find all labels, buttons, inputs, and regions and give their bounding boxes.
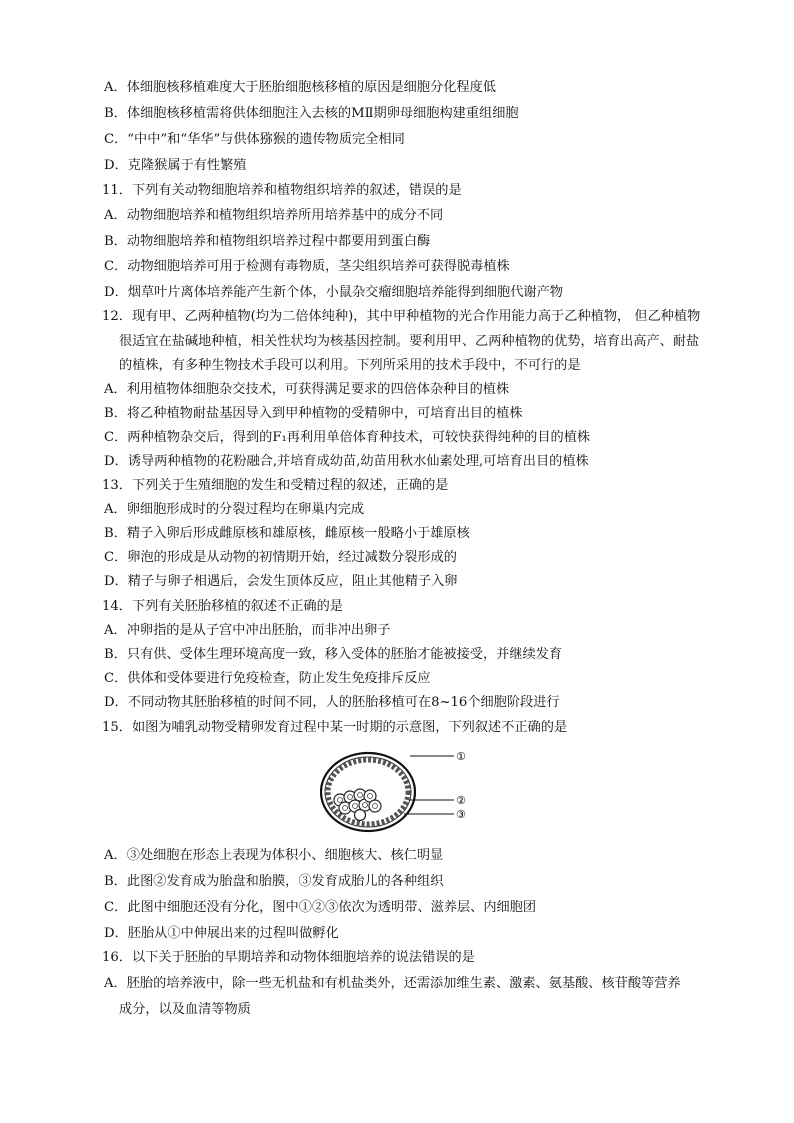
q12-option-b: B．将乙种植物耐盐基因导入到甲种植物的受精卵中，可培育出目的植株 [104, 406, 523, 421]
blastocyst-diagram [318, 750, 478, 834]
q14-stem: 14．下列有关胚胎移植的叙述不正确的是 [102, 599, 343, 614]
q16-option-a: A．胚胎的培养液中，除一些无机盐和有机盐类外，还需添加维生素、激素、氨基酸、核苷酸等营养 [104, 976, 681, 991]
q10-option-d: D．克隆猴属于有性繁殖 [104, 158, 247, 173]
label-3: ③ [456, 808, 466, 821]
q12-stem: 12．现有甲、乙两种植物(均为二倍体纯种)，其中甲种植物的光合作用能力高于乙种植物， 但乙种植物 [102, 309, 701, 324]
q13-option-d: D．精子与卵子相遇后，会发生顶体反应，阻止其他精子入卵 [104, 574, 458, 589]
q13-option-a: A．卵细胞形成时的分裂过程均在卵巢内完成 [104, 502, 365, 517]
blastocyst-svg [318, 750, 478, 834]
q11-option-a: A．动物细胞培养和植物组织培养所用培养基中的成分不同 [104, 208, 444, 223]
q15-option-a: A．③处细胞在形态上表现为体积小、细胞核大、核仁明显 [104, 848, 444, 863]
q15-option-b: B．此图②发育成为胎盘和胎膜，③发育成胎儿的各种组织 [104, 874, 444, 889]
q13-stem: 13．下列关于生殖细胞的发生和受精过程的叙述，正确的是 [102, 478, 449, 493]
q10-option-a: A．体细胞核移植难度大于胚胎细胞核移植的原因是细胞分化程度低 [104, 80, 496, 95]
q15-option-d: D．胚胎从①中伸展出来的过程叫做孵化 [104, 926, 339, 941]
q13-option-b: B．精子入卵后形成雌原核和雄原核，雌原核一般略小于雄原核 [104, 526, 470, 541]
q11-option-d: D．烟草叶片离体培养能产生新个体，小鼠杂交瘤细胞培养能得到细胞代谢产物 [104, 285, 563, 300]
q14-option-c: C．供体和受体要进行免疫检查，防止发生免疫排斥反应 [104, 671, 431, 686]
q16-stem: 16．以下关于胚胎的早期培养和动物体细胞培养的说法错误的是 [102, 950, 475, 965]
q11-option-c: C．动物细胞培养可用于检测有毒物质，茎尖组织培养可获得脱毒植株 [104, 259, 510, 274]
q12-option-a: A．利用植物体细胞杂交技术，可获得满足要求的四倍体杂种目的植株 [104, 382, 510, 397]
q15-stem: 15．如图为哺乳动物受精卵发育过程中某一时期的示意图，下列叙述不正确的是 [102, 720, 568, 735]
q12-option-c: C．两种植物杂交后，得到的F₁再利用单倍体育种技术，可较快获得纯种的目的植株 [104, 430, 591, 445]
q14-option-a: A．冲卵指的是从子宫中冲出胚胎，而非冲出卵子 [104, 623, 391, 638]
q15-option-c: C．此图中细胞还没有分化，图中①②③依次为透明带、滋养层、内细胞团 [104, 900, 537, 915]
q14-option-d: D．不同动物其胚胎移植的时间不同，人的胚胎移植可在8~16个细胞阶段进行 [104, 695, 560, 710]
q12-stem-cont-2: 的植株，有多种生物技术手段可以利用。下列所采用的技术手段中，不可行的是 [119, 358, 581, 373]
label-1: ① [456, 750, 466, 763]
q12-option-d: D．诱导两种植物的花粉融合,并培育成幼苗,幼苗用秋水仙素处理,可培育出目的植株 [104, 454, 589, 469]
q10-option-b: B．体细胞核移植需将供体细胞注入去核的MⅡ期卵母细胞构建重组细胞 [104, 106, 519, 121]
q12-stem-cont-1: 很适宜在盐碱地种植，相关性状均为核基因控制。要利用甲、乙两种植物的优势，培育出高产、耐盐 [119, 334, 700, 349]
q10-option-c: C．“中中”和“华华”与供体猕猴的遗传物质完全相同 [104, 132, 405, 147]
q13-option-c: C．卵泡的形成是从动物的初情期开始，经过减数分裂形成的 [104, 550, 457, 565]
q14-option-b: B．只有供、受体生理环境高度一致，移入受体的胚胎才能被接受，并继续发育 [104, 647, 563, 662]
q11-option-b: B．动物细胞培养和植物组织培养过程中都要用到蛋白酶 [104, 234, 431, 249]
q16-option-a-cont: 成分，以及血清等物质 [119, 1002, 251, 1017]
q11-stem: 11．下列有关动物细胞培养和植物组织培养的叙述，错误的是 [102, 183, 462, 198]
label-2: ② [456, 794, 466, 807]
